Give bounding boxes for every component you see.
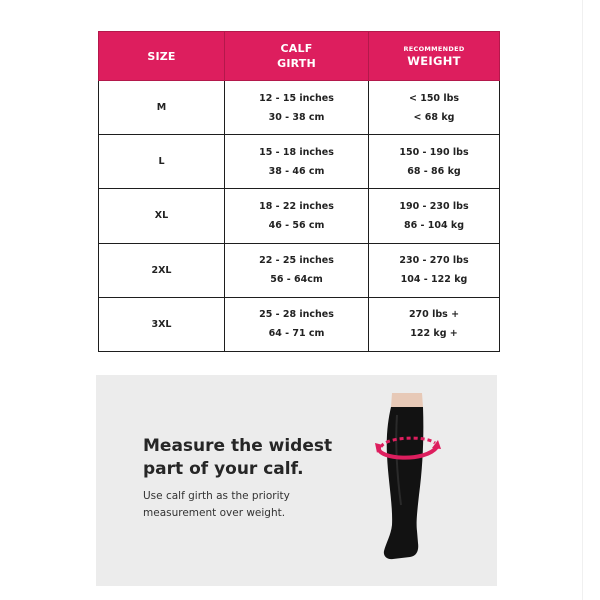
girth-inches: 18 - 22 inches (259, 200, 334, 212)
girth-cm: 46 - 56 cm (268, 219, 325, 231)
table-header-row (99, 32, 500, 81)
weight-kg: < 68 kg (413, 111, 455, 123)
size-cell: XL (99, 189, 225, 243)
girth-cm: 64 - 71 cm (268, 328, 325, 340)
girth-inches: 12 - 15 inches (259, 92, 334, 104)
girth-cm: 30 - 38 cm (268, 111, 325, 123)
girth-cell (225, 243, 369, 297)
girth-cell (225, 297, 369, 351)
weight-lbs: 150 - 190 lbs (399, 146, 469, 158)
girth-inches: 22 - 25 inches (259, 255, 334, 267)
weight-lbs: < 150 lbs (408, 92, 460, 104)
table-row (99, 189, 500, 243)
arrow-head-right (432, 440, 441, 449)
girth-cell (225, 81, 369, 135)
girth-cm: 56 - 64cm (270, 274, 323, 286)
header-size-label: SIZE (147, 49, 176, 63)
girth-cell (225, 189, 369, 243)
weight-cell (369, 189, 500, 243)
table-row (99, 135, 500, 189)
size-cell: L (99, 135, 225, 189)
table-row (99, 297, 500, 351)
header-recommended-weight (369, 32, 500, 81)
measure-panel (96, 375, 497, 586)
weight-kg: 122 kg + (410, 328, 458, 340)
weight-cell (369, 243, 500, 297)
header-calf-line1: CALF (280, 42, 313, 55)
weight-lbs: 270 lbs + (408, 309, 460, 321)
girth-inches: 15 - 18 inches (259, 146, 334, 158)
header-calf-girth (225, 32, 369, 81)
measure-subtitle: Use calf girth as the priority measurement over weight. (143, 490, 290, 519)
header-weight-line2: WEIGHT (407, 53, 461, 68)
weight-kg: 68 - 86 kg (407, 165, 461, 177)
girth-cm: 38 - 46 cm (268, 165, 325, 177)
size-chart-table (98, 31, 500, 352)
measure-title: Measure the widest part of your calf. (143, 436, 333, 479)
girth-inches: 25 - 28 inches (259, 309, 334, 321)
compression-sock-icon (361, 385, 461, 575)
weight-lbs: 190 - 230 lbs (399, 200, 469, 212)
size-cell: 2XL (99, 243, 225, 297)
header-calf-line2: GIRTH (277, 57, 316, 70)
size-cell: M (99, 81, 225, 135)
sock-shape (384, 407, 424, 559)
weight-cell (369, 135, 500, 189)
weight-kg: 86 - 104 kg (403, 219, 465, 231)
weight-cell (369, 297, 500, 351)
table-row (99, 243, 500, 297)
size-cell: 3XL (99, 297, 225, 351)
header-weight-line1: RECOMMENDED (403, 44, 465, 53)
weight-lbs: 230 - 270 lbs (399, 255, 469, 267)
weight-cell (369, 81, 500, 135)
leg-skin (391, 393, 423, 407)
table-row (99, 81, 500, 135)
frame-edge-line (582, 0, 583, 600)
girth-cell (225, 135, 369, 189)
weight-kg: 104 - 122 kg (400, 274, 468, 286)
header-size (99, 32, 225, 81)
